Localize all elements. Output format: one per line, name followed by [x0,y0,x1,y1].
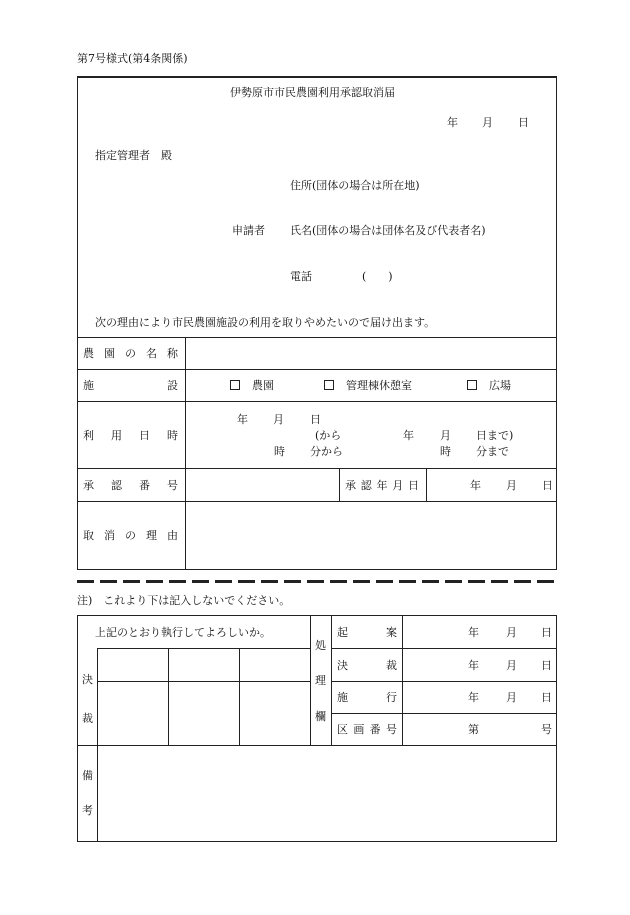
draft-day: 日 [541,626,552,639]
label-char: 号 [385,723,397,736]
label-char: 用 [111,429,122,442]
draft-year: 年 [468,626,479,639]
label-char: 名 [146,347,157,360]
usage-hour: 時 [274,445,285,458]
column-divider [239,648,240,745]
label-char: 画 [353,723,365,736]
label-char: 取 [83,529,94,542]
label-char: の [125,529,136,542]
facility-option-label: 広場 [489,379,511,392]
checkbox-icon[interactable] [467,380,477,390]
approval-date-month: 月 [506,479,517,492]
label-approval-date [345,480,419,491]
label-char: 日 [408,479,419,492]
label-char: 行 [386,691,397,704]
label-char: 番 [139,479,150,492]
label-char: 承 [345,479,356,492]
label-char: 年 [376,479,388,492]
date-year: 年 [447,116,458,129]
label-char: の [125,347,136,360]
row-divider [77,401,557,402]
approval-date-day: 日 [542,479,553,492]
processing-label-2: 理 [315,674,326,687]
usage-minute-from: 分から [310,445,343,458]
label-farm-name [83,348,178,359]
label-char: 案 [386,626,397,639]
label-char: 承 [83,479,94,492]
label-char: 由 [167,529,178,542]
label-char: 番 [369,723,381,736]
usage-month: 月 [273,413,284,426]
row-divider [77,745,557,746]
column-divider [185,337,186,570]
plot-prefix: 第 [468,723,479,736]
label-cancel-reason [83,530,178,541]
phone-parens: ( ) [362,270,393,283]
row-divider [331,681,557,682]
form-id: 第7号様式(第4条関係) [77,52,188,65]
label-char: 区 [337,723,348,736]
label-char: 認 [111,479,122,492]
checkbox-icon[interactable] [230,380,240,390]
decision-day: 日 [541,659,552,672]
column-divider [402,615,403,745]
row-divider [97,648,310,649]
label-char: 農 [83,347,94,360]
usage-day: 日 [310,413,321,426]
decision-label-1: 決 [82,673,93,686]
row-divider [77,468,557,469]
label-char: 消 [104,529,115,542]
label-execution [337,692,397,703]
usage-year: 年 [237,413,248,426]
office-use-note: 注) これより下は記入しないでください。 [77,594,291,607]
processing-label-3: 欄 [315,710,326,723]
label-char: 裁 [386,659,397,672]
usage-to-year: 年 [403,429,414,442]
label-usage-datetime [83,430,178,441]
statement: 次の理由により市民農園施設の利用を取りやめたいので届け出ます。 [95,316,436,329]
date-month: 月 [482,116,493,129]
approval-date-year: 年 [470,479,481,492]
label-draft [337,627,397,638]
usage-to-minute: 分まで [476,445,509,458]
label-char: 月 [392,479,404,492]
label-char: 起 [337,626,348,639]
farm-name-field[interactable] [186,338,556,369]
label-char: 日 [139,429,150,442]
draft-month: 月 [506,626,517,639]
column-divider [168,648,169,745]
usage-to-month: 月 [440,429,451,442]
column-divider [331,615,332,745]
applicant-label: 申請者 [232,224,265,237]
address-label: 住所(団体の場合は所在地) [290,179,420,192]
label-char: 号 [167,479,178,492]
label-char: 設 [167,379,178,392]
usage-to-day: 日まで) [476,429,514,442]
execution-day: 日 [541,691,552,704]
processing-label-1: 処 [315,639,326,652]
row-divider [77,501,557,502]
remarks-label-1: 備 [82,769,93,782]
column-divider [426,468,427,501]
execution-month: 月 [506,691,517,704]
label-decision [337,660,397,671]
label-char: 理 [146,529,157,542]
label-plot-number [337,724,397,735]
row-divider [331,713,557,714]
label-char: 決 [337,659,348,672]
row-divider [77,369,557,370]
row-divider [97,681,310,682]
column-divider [339,468,340,501]
facility-option-farm[interactable] [230,380,274,391]
phone-label: 電話 [290,270,312,283]
decision-label-2: 裁 [82,712,93,725]
approve-text: 上記のとおり執行してよろしいか。 [95,626,271,639]
label-char: 時 [167,429,178,442]
facility-option-plaza[interactable] [467,380,511,391]
label-char: 称 [167,347,178,360]
decision-year: 年 [468,659,479,672]
label-char: 園 [104,347,115,360]
column-divider [97,648,98,842]
name-label: 氏名(団体の場合は団体名及び代表者名) [290,224,486,237]
date-day: 日 [518,116,529,129]
label-facility [83,380,178,391]
checkbox-icon[interactable] [324,380,334,390]
addressee: 指定管理者 殿 [95,149,172,162]
label-char: 利 [83,429,94,442]
facility-option-label: 農園 [252,379,274,392]
form-title: 伊勢原市市民農園利用承認取消届 [230,86,395,99]
label-char: 認 [360,479,372,492]
usage-to-hour: 時 [440,445,451,458]
plot-suffix: 号 [541,723,552,736]
row-divider [331,648,557,649]
cut-line [77,580,557,583]
execution-year: 年 [468,691,479,704]
label-char: 施 [337,691,348,704]
decision-month: 月 [506,659,517,672]
label-approval-number [83,480,178,491]
remarks-label-2: 考 [82,804,93,817]
facility-option-label: 管理棟休憩室 [346,379,412,392]
facility-option-rest-room[interactable] [324,380,412,391]
label-char: 施 [83,379,94,392]
usage-from: (から [315,429,342,442]
column-divider [310,615,311,745]
